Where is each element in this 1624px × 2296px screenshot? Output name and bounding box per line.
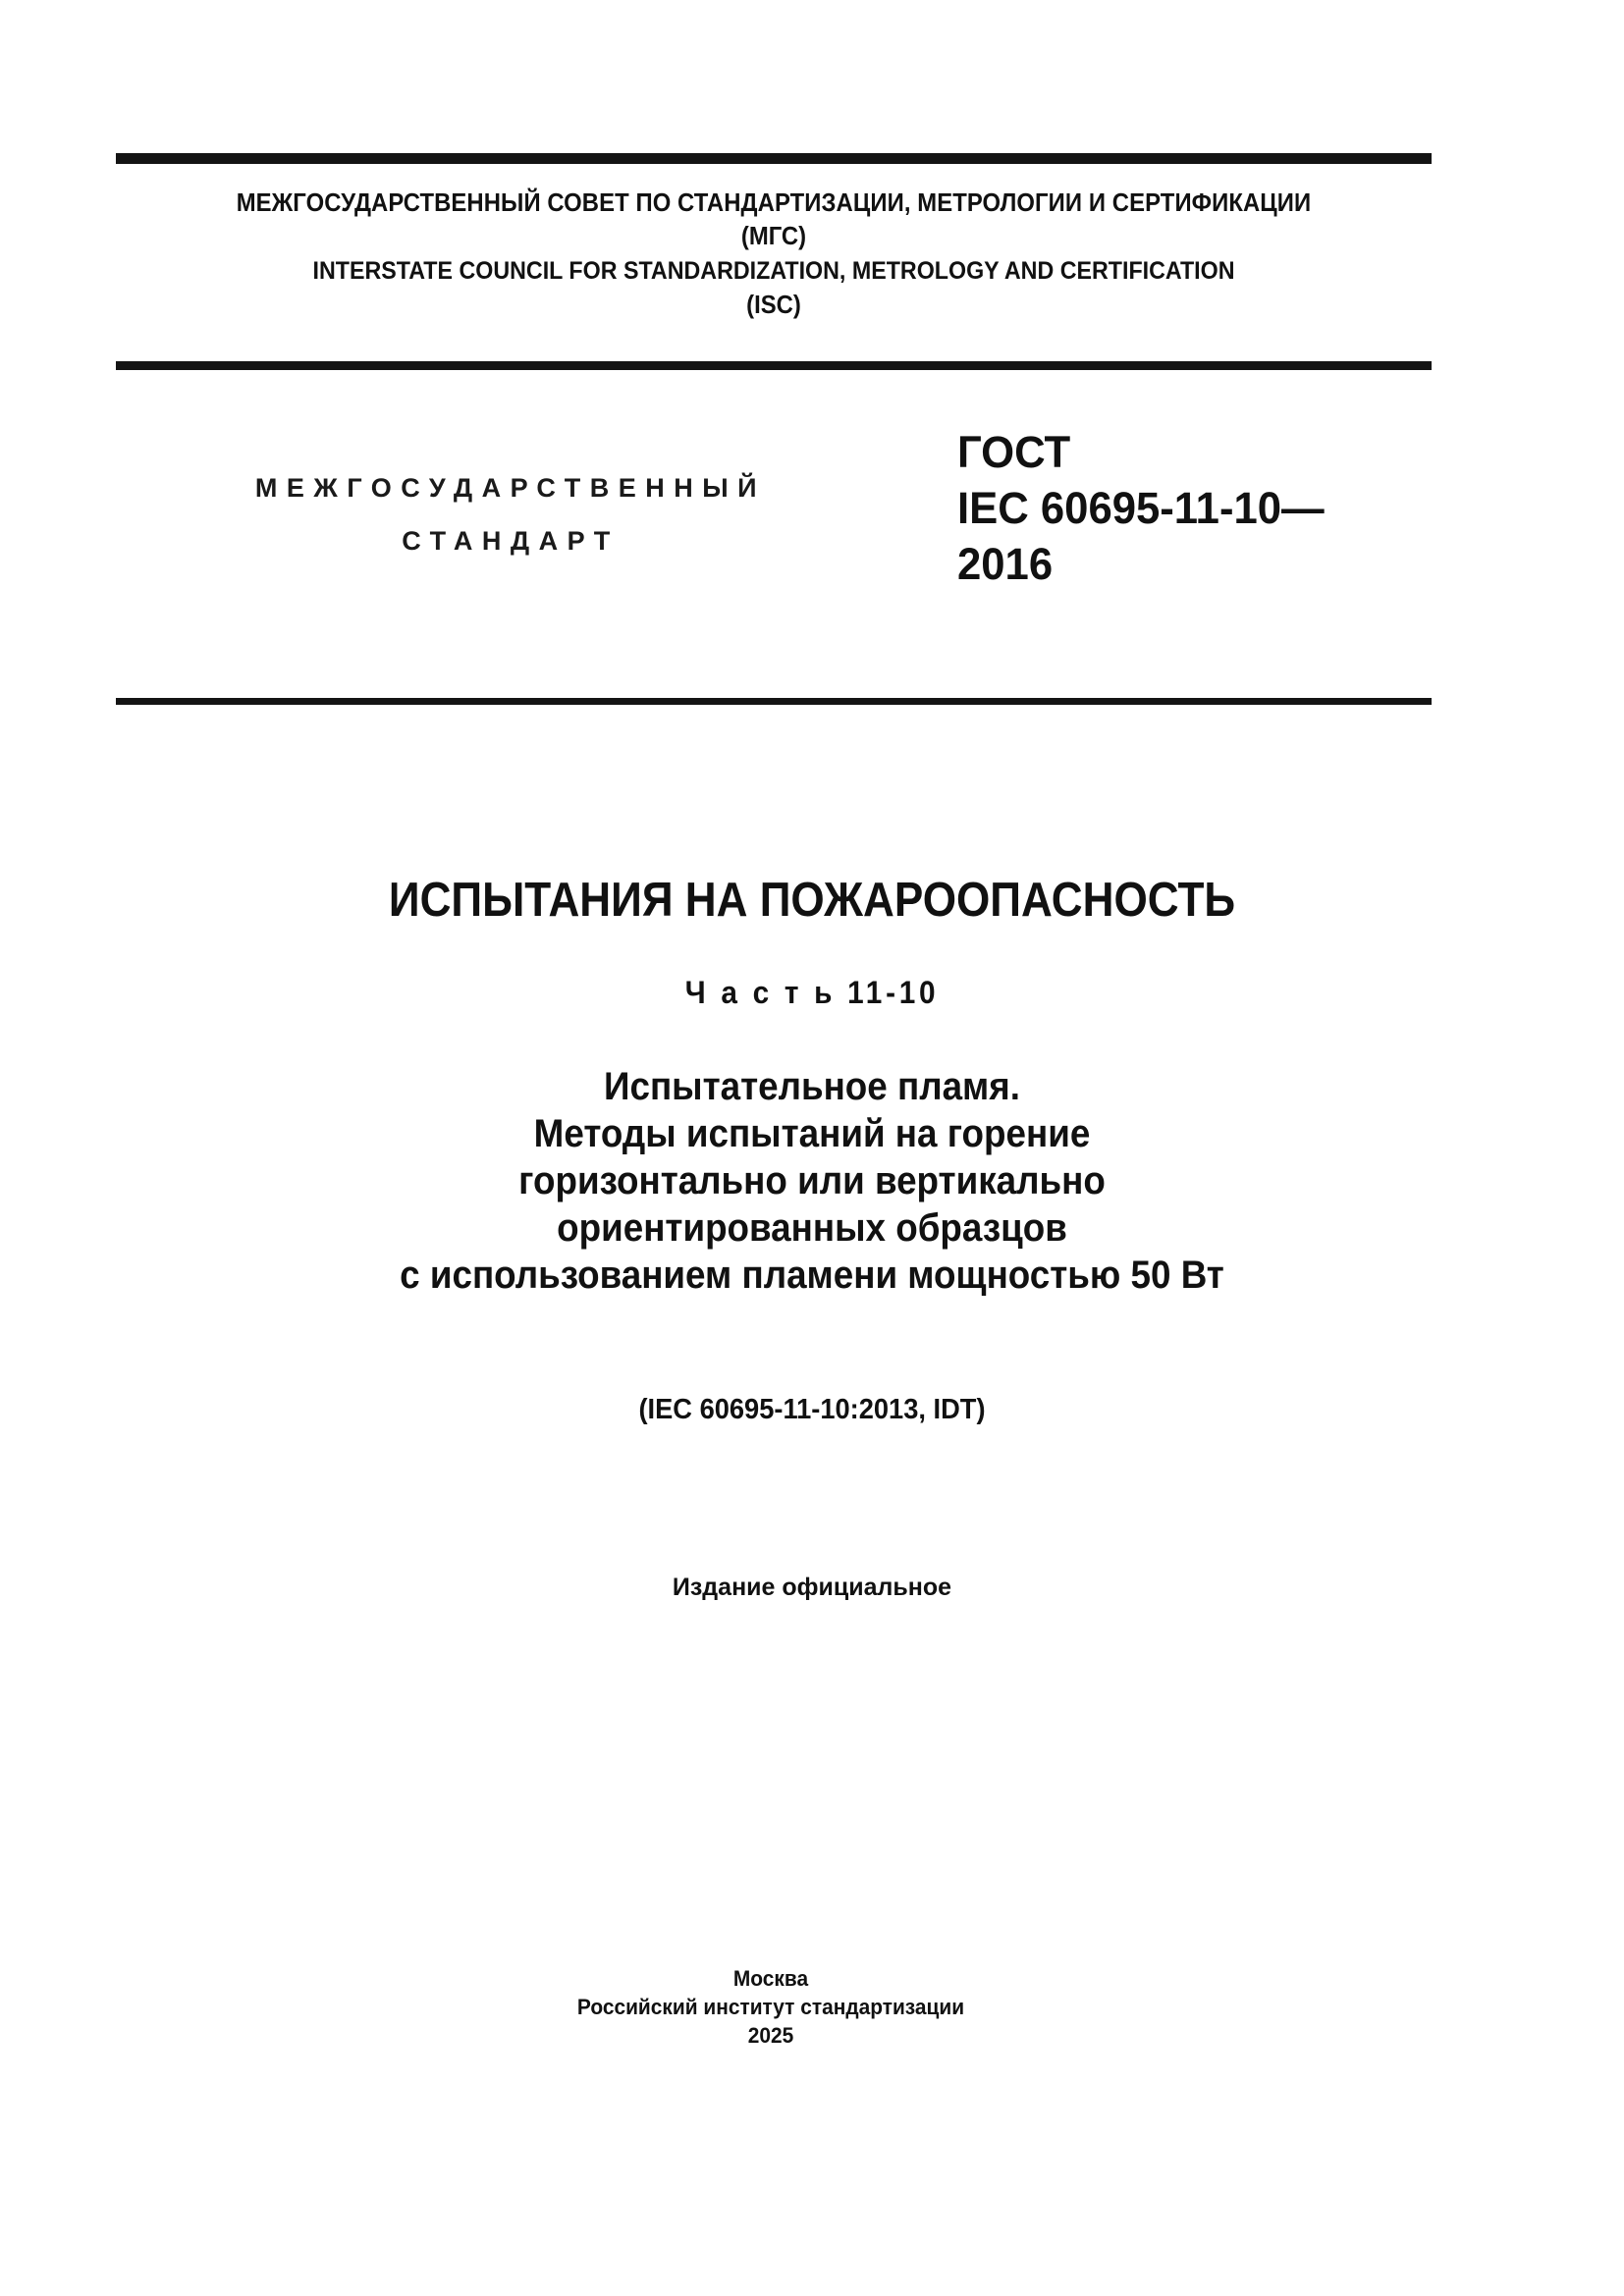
divider-rule-middle <box>116 361 1432 370</box>
page-subtitle-line-5: с использованием пламени мощностью 50 Вт <box>400 1254 1224 1297</box>
divider-rule-bottom <box>116 698 1432 705</box>
standard-designation-number: IEC 60695-11-10— <box>957 483 1325 533</box>
imprint-city: Москва <box>732 1966 809 1991</box>
standard-designation-prefix: ГОСТ <box>957 427 1071 477</box>
council-name-en: INTERSTATE COUNCIL FOR STANDARDIZATION, METROLOGY AND CERTIFICATION <box>312 257 1235 285</box>
page-title: ИСПЫТАНИЯ НА ПОЖАРООПАСНОСТЬ <box>388 874 1236 927</box>
page-subtitle-line-1: Испытательное пламя. <box>604 1065 1020 1108</box>
council-abbr-ru: (МГС) <box>740 223 807 250</box>
imprint-publisher: Российский институт стандартизации <box>576 1995 965 2019</box>
page-subtitle-line-2: Методы испытаний на горение <box>533 1112 1091 1155</box>
standard-type-label-line1: МЕЖГОСУДАРСТВЕННЫЙ <box>254 473 767 503</box>
council-name-ru: МЕЖГОСУДАРСТВЕННЫЙ СОВЕТ ПО СТАНДАРТИЗАЦИИ, МЕТРОЛОГИИ И СЕРТИФИКАЦИИ <box>236 189 1312 217</box>
page-subtitle <box>180 1063 1444 1299</box>
council-abbr-en: (ISC) <box>746 292 801 319</box>
page-subtitle-line-3: горизонтально или вертикально <box>518 1159 1106 1202</box>
standard-designation-year: 2016 <box>957 539 1054 589</box>
standard-type-label-line2: СТАНДАРТ <box>402 526 620 556</box>
page-subtitle-line-4: ориентированных образцов <box>557 1206 1067 1250</box>
iec-equivalence-reference: (IEC 60695-11-10:2013, IDT) <box>638 1394 986 1425</box>
standard-designation <box>957 424 1452 592</box>
imprint-year: 2025 <box>747 2023 794 2048</box>
divider-rule-top <box>116 153 1432 164</box>
standard-type-label <box>147 461 874 567</box>
imprint-footer <box>118 1964 1424 2050</box>
part-number: Ч а с т ь 11-10 <box>684 975 940 1010</box>
official-edition-note: Издание официальное <box>672 1574 952 1601</box>
council-header <box>116 187 1432 322</box>
